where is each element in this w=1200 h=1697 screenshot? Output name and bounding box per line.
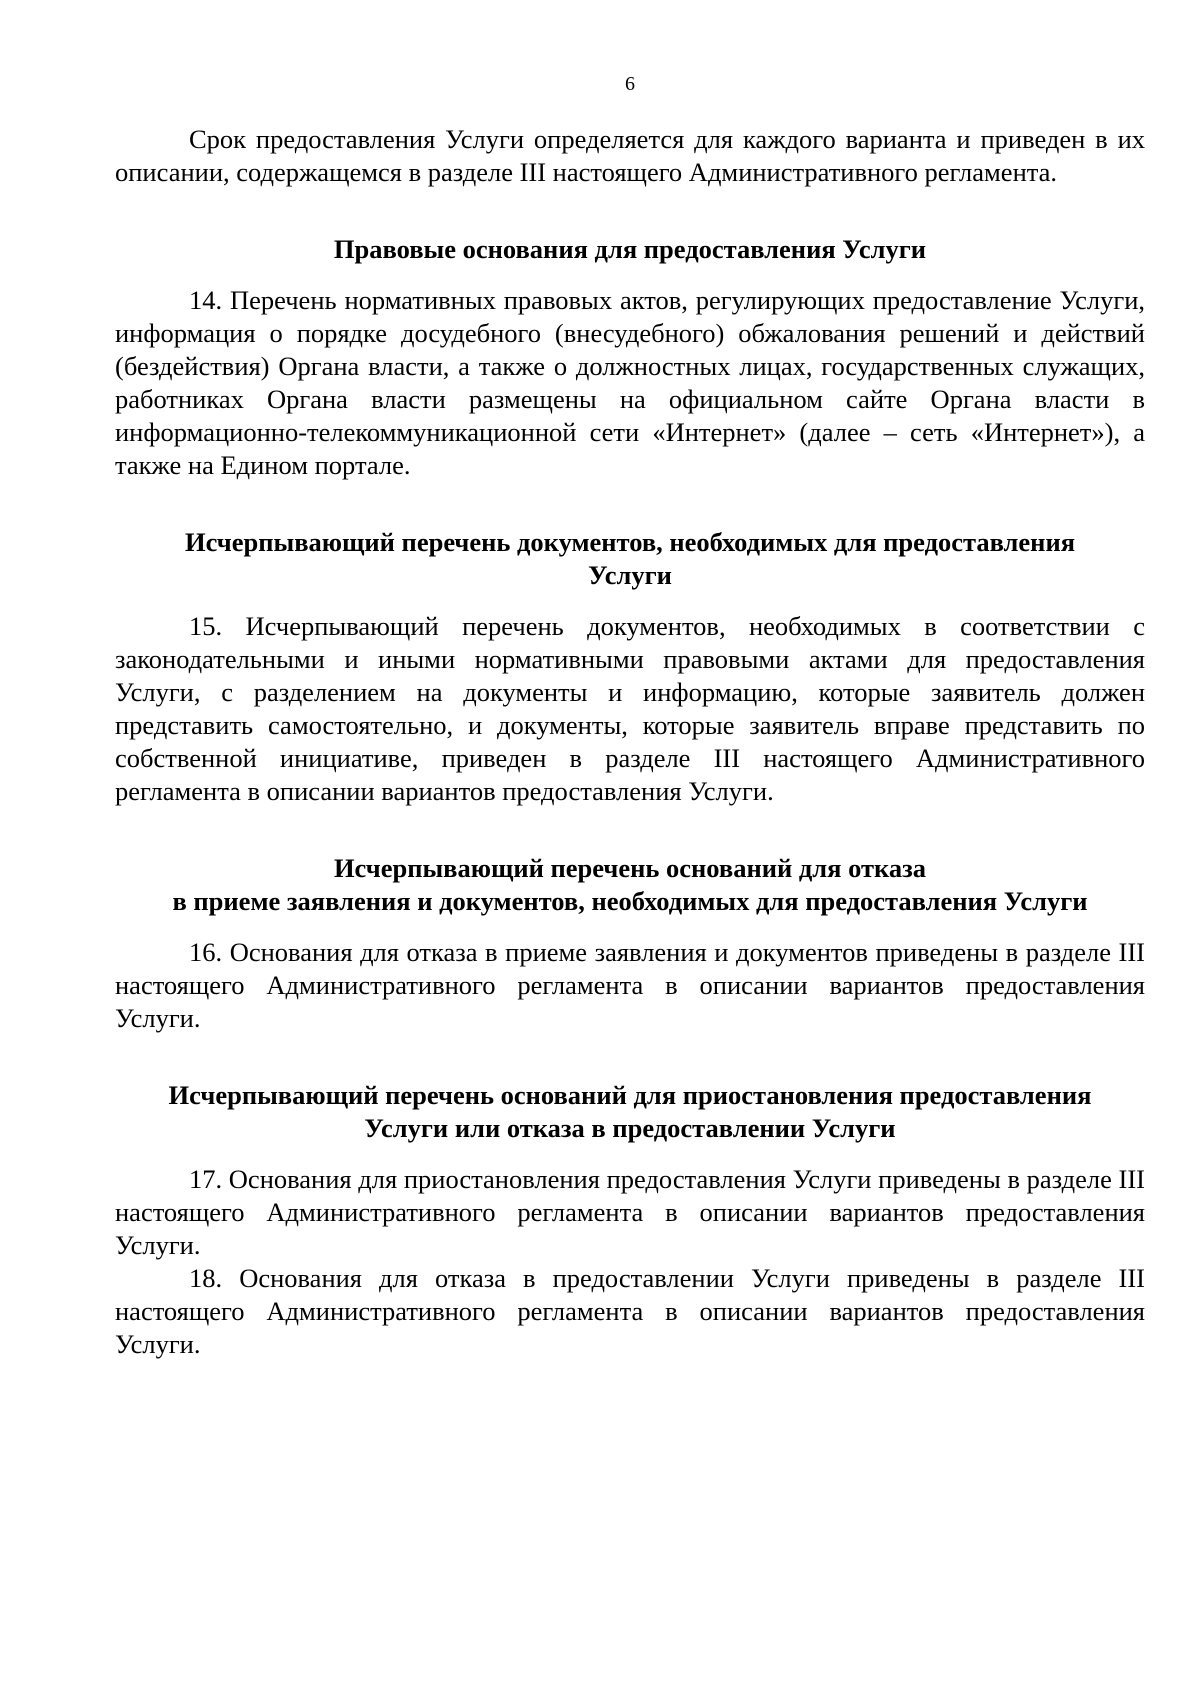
paragraph-15: 15. Исчерпывающий перечень документов, необходимых в соответствии с законодательными и иными нормативными правовыми актами для предоставления Услуги, с разделением на документы и информацию, которые заявитель должен представить самостоятельно, и документы, которые заявитель вправе представить по собственной инициативе, приведен в разделе III настоящего Административного регламента в описании вариантов предоставления Услуги. (115, 611, 1145, 806)
paragraph-16: 16. Основания для отказа в приеме заявления и документов приведены в разделе III настоящего Административного регламента в описании вариантов предоставления Услуги. (115, 937, 1145, 1033)
heading-legal-basis (115, 233, 1145, 266)
heading-suspension-refusal-line-1: Исчерпывающий перечень оснований для приостановления предоставления (168, 1080, 1092, 1110)
document-body (115, 123, 1145, 1361)
spacer (115, 266, 1145, 284)
spacer (115, 592, 1145, 610)
heading-suspension-refusal-line-2: Услуги или отказа в предоставлении Услуги (364, 1113, 896, 1143)
spacer (115, 482, 1145, 526)
page-number: 6 (625, 73, 635, 95)
spacer (115, 808, 1145, 852)
heading-documents-list-line-1: Исчерпывающий перечень документов, необходимых для предоставления (184, 527, 1076, 557)
paragraph-18: 18. Основания для отказа в предоставлении Услуги приведены в разделе III настоящего Административного регламента в описании вариантов предоставления Услуги. (115, 1263, 1145, 1359)
paragraph-14: 14. Перечень нормативных правовых актов, регулирующих предоставление Услуги, информация о порядке досудебного (внесудебного) обжалования решений и действий (бездействия) Органа власти, а также о должностных лицах, государственных служащих, работниках Органа власти размещены на официальном сайте Органа власти в информационно-телекоммуникационной сети «Интернет» (далее – сеть «Интернет»), а также на Едином портале. (115, 285, 1145, 480)
spacer (115, 1145, 1145, 1163)
intro-paragraph: Срок предоставления Услуги определяется для каждого варианта и приведен в их описании, содержащемся в разделе III настоящего Административного регламента. (115, 124, 1145, 187)
heading-documents-list (115, 526, 1145, 592)
heading-documents-list-line-2: Услуги (588, 560, 672, 590)
spacer (115, 1035, 1145, 1079)
paragraph-17: 17. Основания для приостановления предоставления Услуги приведены в разделе III настоящего Административного регламента в описании вариантов предоставления Услуги. (115, 1164, 1145, 1260)
spacer (115, 918, 1145, 936)
heading-suspension-refusal (115, 1079, 1145, 1145)
spacer (115, 189, 1145, 233)
heading-refusal-acceptance-line-2: в приеме заявления и документов, необходимых для предоставления Услуги (172, 886, 1088, 916)
heading-legal-basis-text: Правовые основания для предоставления Услуги (333, 234, 927, 264)
heading-refusal-acceptance (115, 852, 1145, 918)
heading-refusal-acceptance-line-1: Исчерпывающий перечень оснований для отказа (333, 853, 927, 883)
